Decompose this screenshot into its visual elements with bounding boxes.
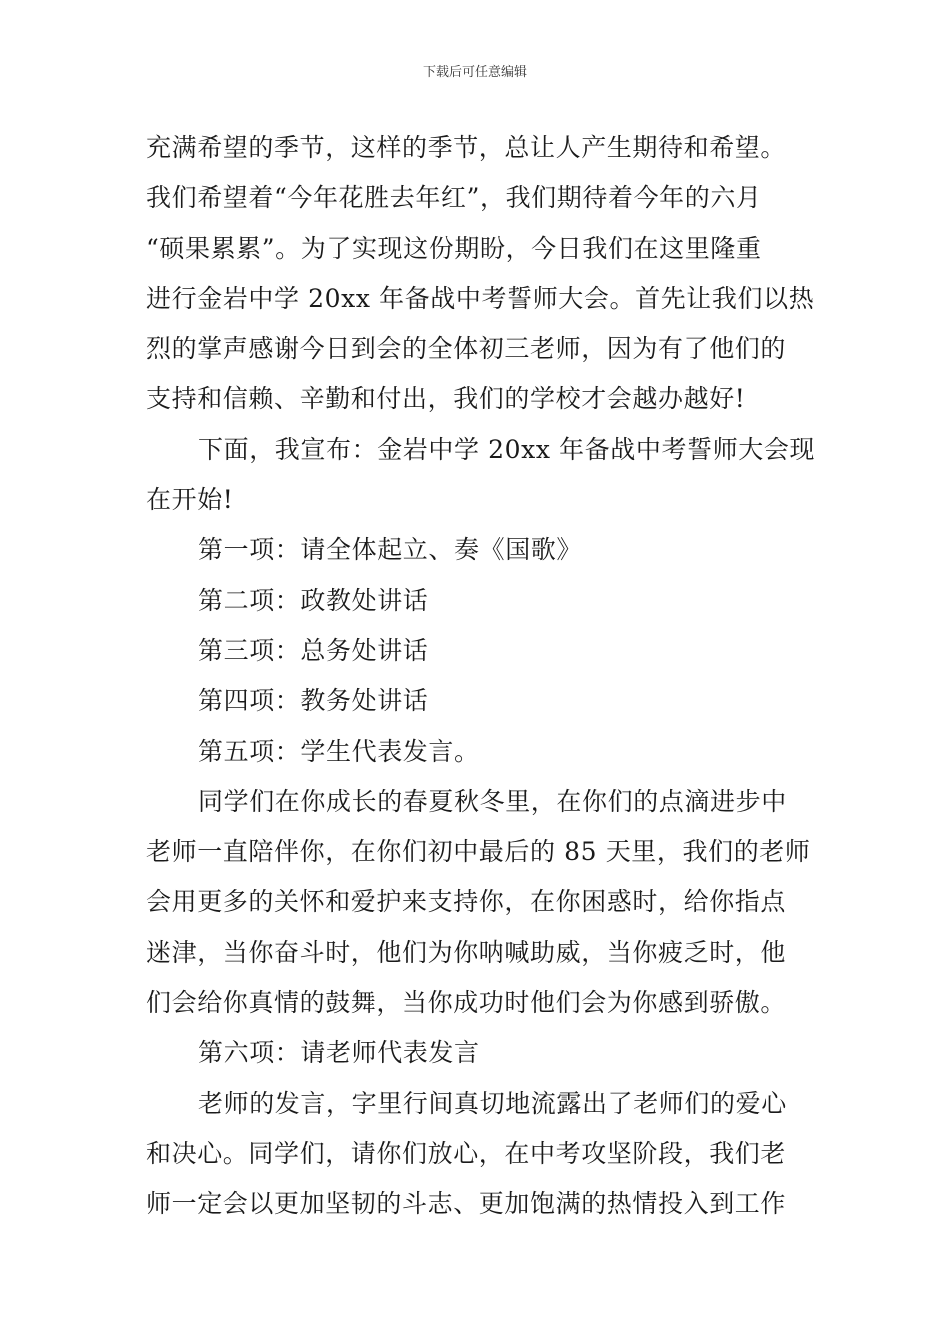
- text-line: 会用更多的关怀和爱护来支持你，在你困惑时，给你指点: [146, 887, 787, 917]
- text-line: 我们希望着“今年花胜去年红”，我们期待着今年的六月: [146, 183, 762, 213]
- agenda-item: 第五项：学生代表发言。: [198, 736, 480, 766]
- document-body: [146, 123, 816, 1230]
- text-line: 迷津，当你奋斗时，他们为你呐喊助威，当你疲乏时，他: [146, 937, 787, 967]
- agenda-item: 第二项：政教处讲话: [198, 585, 429, 615]
- text-line: 支持和信赖、辛勤和付出，我们的学校才会越办越好!: [146, 384, 746, 414]
- text-line: 老师一直陪伴你，在你们初中最后的 85 天里，我们的老师: [146, 837, 811, 867]
- text-line: 充满希望的季节，这样的季节，总让人产生期待和希望。: [146, 133, 787, 162]
- text-line: 同学们在你成长的春夏秋冬里，在你们的点滴进步中: [198, 786, 787, 816]
- page-header: 下载后可任意编辑: [422, 65, 527, 80]
- text-line: 们会给你真情的鼓舞，当你成功时他们会为你感到骄傲。: [146, 988, 787, 1018]
- agenda-item: 第四项：教务处讲话: [198, 686, 429, 716]
- text-line: 烈的掌声感谢今日到会的全体初三老师，因为有了他们的: [146, 334, 787, 364]
- agenda-item: 第六项：请老师代表发言: [198, 1038, 480, 1068]
- text-line: “硕果累累”。为了实现这份期盼，今日我们在这里隆重: [146, 233, 762, 263]
- text-line: 进行金岩中学 20xx 年备战中考誓师大会。首先让我们以热: [146, 283, 815, 313]
- text-line: 下面，我宣布：金岩中学 20xx 年备战中考誓师大会现: [198, 434, 816, 464]
- text-line: 师一定会以更加坚韧的斗志、更加饱满的热情投入到工作: [146, 1189, 787, 1219]
- text-line: 在开始!: [146, 485, 234, 515]
- text-line: 老师的发言，字里行间真切地流露出了老师们的爱心: [198, 1088, 787, 1118]
- agenda-item: 第三项：总务处讲话: [198, 635, 429, 665]
- text-line: 和决心。同学们，请你们放心，在中考攻坚阶段，我们老: [146, 1138, 787, 1168]
- agenda-item: 第一项：请全体起立、奏《国歌》: [198, 535, 583, 565]
